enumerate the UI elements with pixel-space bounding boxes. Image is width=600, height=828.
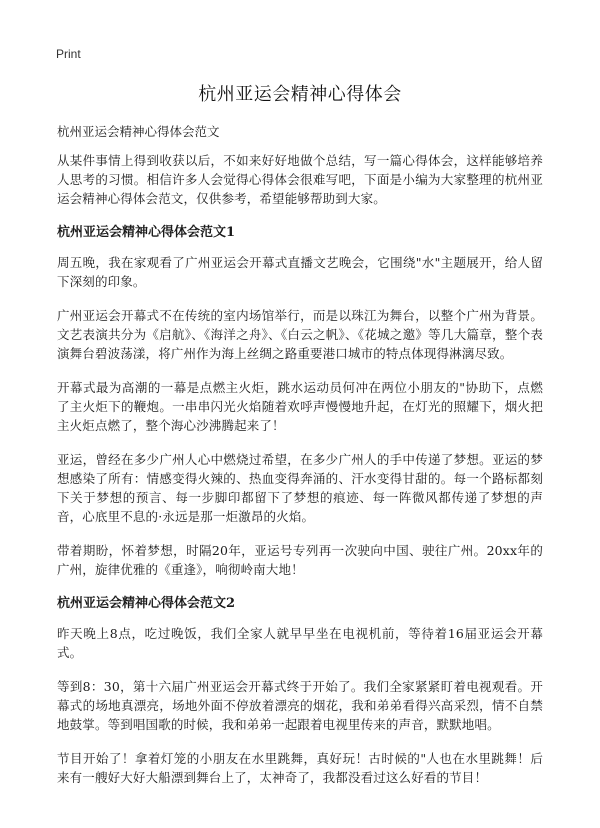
body-paragraph: 带着期盼，怀着梦想，时隔20年，亚运号专列再一次驶向中国、驶往广州。20xx年的广州，旋律优雅的《重逢》，响彻岭南大地！ [57,543,543,577]
body-paragraph: 亚运，曾经在多少广州人心中燃烧过希望，在多少广州人的手中传递了梦想。亚运的梦想感染了所有：情感变得火辣的、热血变得奔涌的、汗水变得甘甜的。每一个路标都刻下关于梦想的预言、每一步脚印都留下了梦想的痕迹、每一阵微风都传递了梦想的声音，心底里不息的·永远是那一炬激昂的火焰。 [57,452,543,524]
document-body [57,82,543,787]
body-paragraph: 广州亚运会开幕式不在传统的室内场馆举行，而是以珠江为舞台，以整个广州为背景。文艺表演共分为《启航》、《海洋之舟》、《白云之帆》、《花城之邀》等几大篇章，整个表演舞台碧波荡漾，将广州作为海上丝绸之路重要港口城市的特点体现得淋漓尽致。 [57,308,543,361]
print-link[interactable]: Print [56,47,81,61]
section-heading: 杭州亚运会精神心得体会范文2 [57,596,236,611]
essay-section [57,594,543,787]
body-paragraph: 开幕式最为高潮的一幕是点燃主火炬，跳水运动员何冲在两位小朋友的"协助下，点燃了主火炬下的鞭炮。一串串闪光火焰随着欢呼声慢慢地升起，在灯光的照耀下，烟火把主火炬点燃了，整个海心沙沸腾起来了！ [57,380,543,433]
body-paragraph: 节目开始了！拿着灯笼的小朋友在水里跳舞，真好玩！古时候的"人也在水里跳舞！后来有一艘好大好大船漂到舞台上了，太神奇了，我都没看过这么好看的节目！ [57,751,543,785]
body-paragraph: 等到8：30，第十六届广州亚运会开幕式终于开始了。我们全家紧紧盯着电视观看。开幕式的场地真漂亮，场地外面不停放着漂亮的烟花，我和弟弟看得兴高采烈，情不自禁地鼓掌。等到唱国歌的时候，我和弟弟一起跟着电视里传来的声音，默默地唱。 [57,679,543,732]
body-paragraph: 周五晚，我在家观看了广州亚运会开幕式直播文艺晚会，它围绕"水"主题展开，给人留下深刻的印象。 [57,255,543,289]
essay-sections [57,223,543,787]
body-paragraph: 昨天晚上8点，吃过晚饭，我们全家人就早早坐在电视机前，等待着16届亚运会开幕式。 [57,626,543,660]
document-subtitle: 杭州亚运会精神心得体会范文 [57,124,220,139]
essay-section [57,223,543,579]
intro-paragraph: 从某件事情上得到收获以后，不如来好好地做个总结，写一篇心得体会，这样能够培养人思考的习惯。相信许多人会觉得心得体会很难写吧，下面是小编为大家整理的杭州亚运会精神心得体会范文，仅供参考，希望能够帮助到大家。 [57,153,543,206]
section-heading: 杭州亚运会精神心得体会范文1 [57,225,236,240]
page-title: 杭州亚运会精神心得体会 [198,84,402,105]
